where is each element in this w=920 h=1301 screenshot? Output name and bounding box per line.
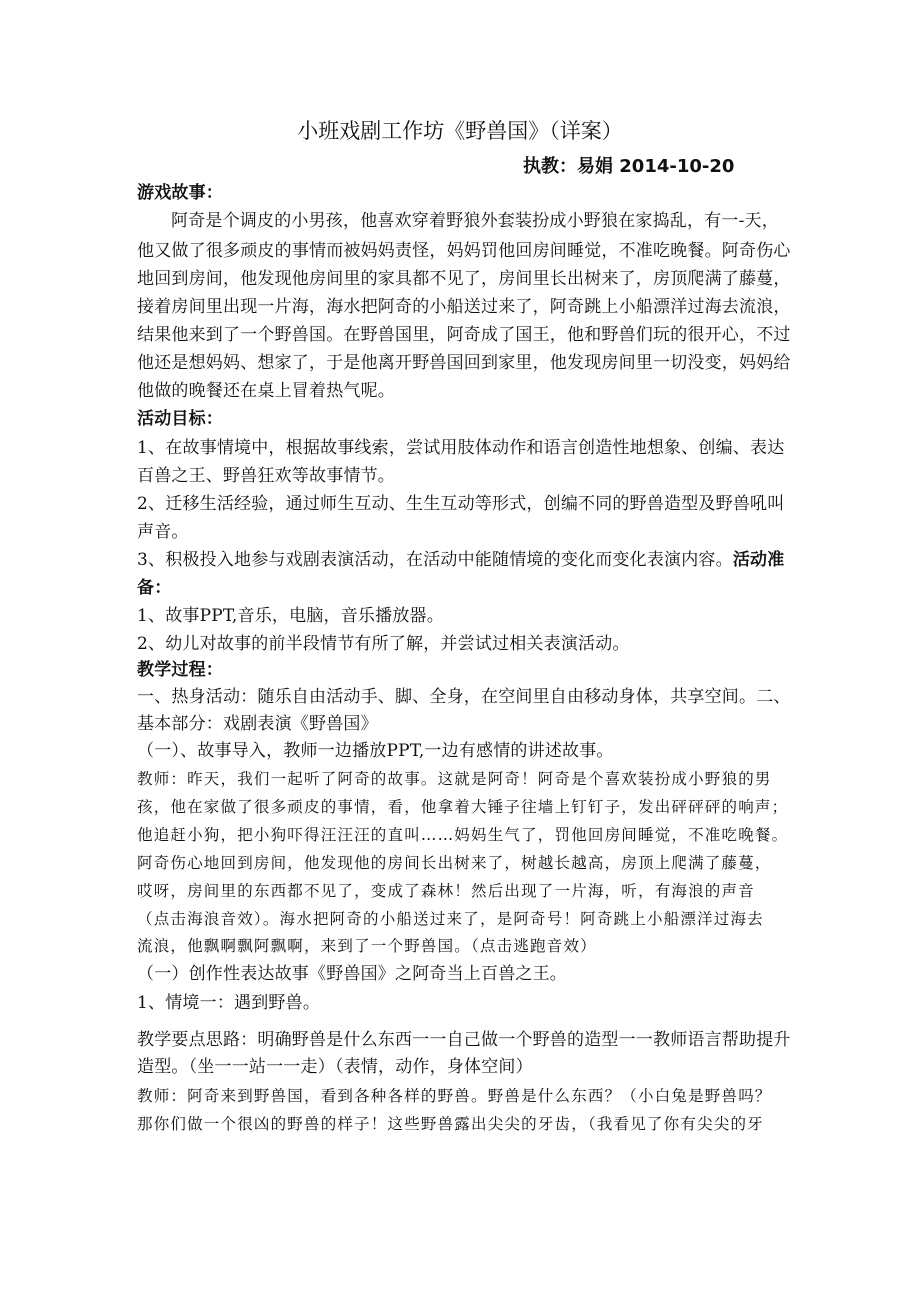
key-points-line: 造型。（坐一一站一一走）（表情，动作，身体空间）: [137, 1057, 533, 1077]
teacher-story-line: 孩，他在家做了很多顽皮的事情，看，他拿着大锤子往墙上钉钉子，发出砰砰砰的响声；: [137, 798, 789, 816]
story-line: 接着房间里出现一片海，海水把阿奇的小船送过来了，阿奇跳上小船漂洋过海去流浪，: [137, 297, 791, 317]
section-line: （一）创作性表达故事《野兽国》之阿奇当上百兽之王。: [137, 964, 567, 984]
teacher-story-line: 哎呀，房间里的东西都不见了，变成了森林！然后出现了一片海，听，有海浪的声音: [137, 882, 755, 900]
teacher-story-line: 阿奇伤心地回到房间，他发现他的房间长出树来了，树越长越高，房顶上爬满了藤蔓，: [137, 854, 772, 872]
prep-line: 2、幼儿对故事的前半段情节有所了解，并尝试过相关表演活动。: [137, 634, 630, 654]
prep-line: 1、故事PPT,音乐，电脑，音乐播放器。: [137, 606, 444, 626]
goals-heading: 活动目标：: [137, 409, 223, 429]
teacher-dialog-line: 那你们做一个很凶的野兽的样子！这些野兽露出尖尖的牙齿，（我看见了你有尖尖的牙: [137, 1115, 764, 1133]
document-byline: 执教：易娟 2014-10-20: [523, 156, 735, 177]
goal-3-text: 3、积极投入地参与戏剧表演活动，在活动中能随情境的变化而变化表演内容。: [137, 550, 733, 570]
section-line: 1、情境一：遇到野兽。: [137, 993, 321, 1013]
teacher-story-line: 流浪，他飘啊飘阿飘啊，来到了一个野兽国。（点击逃跑音效）: [137, 937, 597, 955]
prep-heading-part1: 活动准: [732, 550, 785, 570]
document-title: 小班戏剧工作坊《野兽国》（详案）: [297, 119, 623, 143]
goal-line: 百兽之王、野兽狂欢等故事情节。: [137, 466, 395, 486]
process-line: （一）、故事导入，教师一边播放PPT,一边有感情的讲述故事。: [137, 741, 614, 761]
story-line: 他又做了很多顽皮的事情而被妈妈责怪，妈妈罚他回房间睡觉，不准吃晚餐。阿奇伤心: [137, 241, 791, 261]
teacher-story-line: 他追赶小狗，把小狗吓得汪汪汪的直叫……妈妈生气了，罚他回房间睡觉，不准吃晚餐。: [137, 826, 789, 844]
teacher-dialog-line: 教师：阿奇来到野兽国，看到各种各样的野兽。野兽是什么东西？（小白兔是野兽吗？: [137, 1087, 772, 1105]
story-line: 阿奇是个调皮的小男孩，他喜欢穿着野狼外套装扮成小野狼在家捣乱，有一-天，: [171, 211, 779, 231]
goal-line: 2、迁移生活经验，通过师生互动、生生互动等形式，创编不同的野兽造型及野兽吼叫: [137, 494, 785, 514]
process-heading: 教学过程：: [137, 660, 223, 680]
story-heading: 游戏故事：: [137, 183, 223, 203]
story-line: 结果他来到了一个野兽国。在野兽国里，阿奇成了国王，他和野兽们玩的很开心，不过: [137, 325, 791, 345]
teacher-story-line: 教师：昨天，我们一起听了阿奇的故事。这就是阿奇！阿奇是个喜欢装扮成小野狼的男: [137, 770, 772, 788]
process-line: 一、热身活动：随乐自由活动手、脚、全身，在空间里自由移动身体，共享空间。二、: [137, 687, 791, 707]
key-points-line: 教学要点思路：明确野兽是什么东西一一自己做一个野兽的造型一一教师语言帮助提升: [137, 1030, 791, 1050]
goal-line: [137, 547, 797, 573]
teacher-story-line: （点击海浪音效）。海水把阿奇的小船送过来了，是阿奇号！阿奇跳上小船漂洋过海去: [137, 910, 764, 928]
prep-heading-part2: 备：: [137, 578, 172, 598]
goal-line: 声音。: [137, 522, 189, 542]
story-line: 他做的晚餐还在桌上冒着热气呢。: [137, 381, 395, 401]
story-line: 地回到房间，他发现他房间里的家具都不见了，房间里长出树来了，房顶爬满了藤蔓，: [137, 269, 791, 289]
story-line: 他还是想妈妈、想家了，于是他离开野兽国回到家里，他发现房间里一切没变，妈妈给: [137, 353, 791, 373]
process-line: 基本部分：戏剧表演《野兽国》: [137, 714, 378, 734]
goal-line: 1、在故事情境中，根据故事线索，尝试用肢体动作和语言创造性地想象、创编、表达: [137, 438, 785, 458]
